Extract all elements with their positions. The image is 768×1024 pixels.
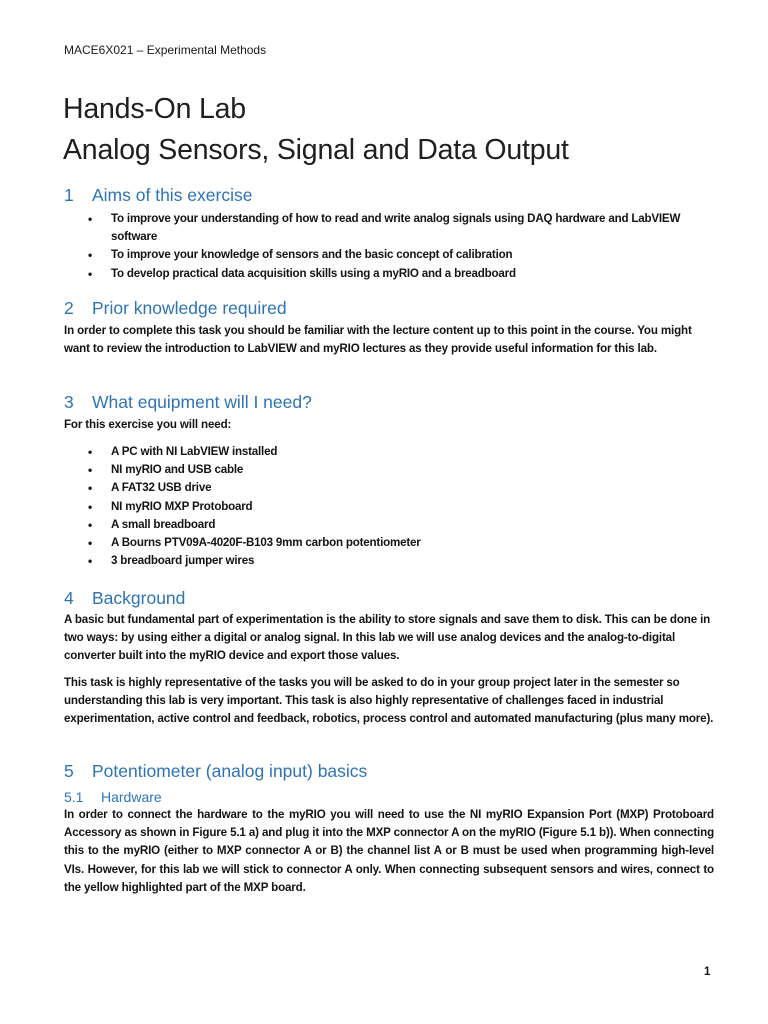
background-paragraph-2: This task is highly representative of the tasks you will be asked to do in your group project later in the semester so understanding this lab is very important. This task is also highly representative of challenges faced in industrial experimentation, active control and feedback, robotics, process control and automated manufacturing (plus many more).	[64, 676, 714, 726]
prior-knowledge-paragraph: In order to complete this task you should be familiar with the lecture content up to this point in the course. You might want to review the introduction to LabVIEW and myRIO lectures as they provide useful information for this lab.	[64, 324, 692, 356]
list-item: • NI myRIO MXP Protoboard	[64, 498, 714, 516]
section-title: Prior knowledge required	[92, 298, 287, 318]
list-item: • NI myRIO and USB cable	[64, 461, 714, 479]
section-2-heading	[64, 298, 287, 319]
running-header: MACE6X021 – Experimental Methods	[64, 43, 267, 57]
hardware-paragraph: In order to connect the hardware to the myRIO you will need to use the NI myRIO Expansion Port (MXP) Protoboard Accessory as shown in Figure 5.1 a) and plug it into the MXP connector A on the myRIO (Figure 5.1 b)). When connecting this to the myRIO (either to MXP connector A or B) the channel list A or B must be used when programming high-level VIs. However, for this lab we will stick to connector A only. When connecting subsequent sensors and wires, connect to the yellow highlighted part of the MXP board.	[64, 808, 714, 894]
section-3-heading	[64, 392, 312, 413]
section-number: 4	[64, 588, 74, 608]
page-number: 1	[704, 966, 711, 978]
section-1-heading	[64, 185, 252, 206]
section-number: 3	[64, 392, 74, 412]
list-item: • A Bourns PTV09A-4020F-B103 9mm carbon potentiometer	[64, 534, 714, 552]
section-title: Potentiometer (analog input) basics	[92, 761, 368, 781]
background-paragraph-1: A basic but fundamental part of experimentation is the ability to store signals and save them to disk. This can be done in two ways: by using either a digital or analog signal. In this lab we will use analog devices and the analog-to-digital converter built into the myRIO device and export those values.	[64, 613, 711, 663]
equipment-list	[64, 443, 714, 570]
list-item: • A small breadboard	[64, 516, 714, 534]
section-4-heading	[64, 588, 185, 609]
aims-list	[64, 210, 714, 283]
section-title: Background	[92, 588, 186, 608]
list-item: • A FAT32 USB drive	[64, 479, 714, 497]
section-title: What equipment will I need?	[92, 392, 312, 412]
section-number: 5	[64, 761, 74, 781]
list-item: • To develop practical data acquisition skills using a myRIO and a breadboard	[64, 265, 714, 283]
subsection-5-1-heading	[64, 789, 162, 805]
list-item: • To improve your knowledge of sensors and the basic concept of calibration	[64, 246, 714, 264]
section-number: 1	[64, 185, 74, 205]
subsection-number: 5.1	[64, 789, 84, 805]
list-item: • To improve your understanding of how to read and write analog signals using DAQ hardware and LabVIEW software	[64, 210, 714, 246]
equipment-intro: For this exercise you will need:	[64, 418, 232, 431]
section-number: 2	[64, 298, 74, 318]
title-line-1: Hands-On Lab	[63, 93, 246, 125]
list-item: • 3 breadboard jumper wires	[64, 552, 714, 570]
list-item: • A PC with NI LabVIEW installed	[64, 443, 714, 461]
title-line-2: Analog Sensors, Signal and Data Output	[63, 134, 569, 166]
section-title: Aims of this exercise	[92, 185, 253, 205]
section-5-heading	[64, 761, 367, 782]
page-title	[63, 89, 569, 171]
subsection-title: Hardware	[101, 789, 162, 805]
